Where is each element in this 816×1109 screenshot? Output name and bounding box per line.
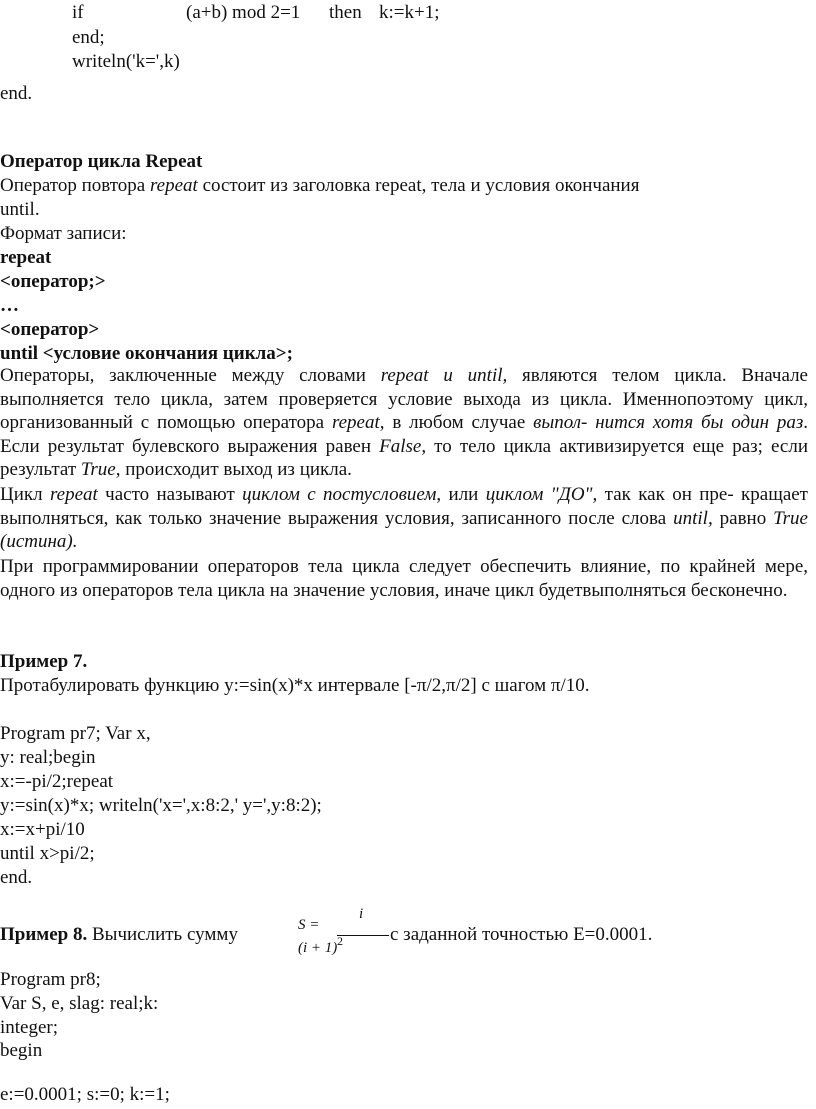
repeat-intro-until: until. xyxy=(0,199,40,220)
code-line: y:=sin(x)*x; writeln('x=',x:8:2,' y=',y:8:2); xyxy=(0,795,322,816)
syntax-line: … xyxy=(0,295,19,316)
example7-task: Протабулировать функцию y:=sin(x)*x интервале [-π/2,π/2] с шагом π/10. xyxy=(0,675,590,696)
syntax-line: <оператор> xyxy=(0,319,100,340)
code-line: x:=x+pi/10 xyxy=(0,819,85,840)
code-end-line: end; xyxy=(72,27,105,48)
formula-denominator: (i + 1) xyxy=(298,940,338,956)
format-label: Формат записи: xyxy=(0,223,127,244)
syntax-line: until <условие окончания цикла>; xyxy=(0,343,293,364)
syntax-line: <оператор;> xyxy=(0,271,106,292)
code-writeln-line: writeln('k=',k) xyxy=(72,51,180,72)
paragraph-infinite-loop: При программировании операторов тела цикла следует обеспечить влияние, по крайней мере, одного из операторов тела цикла на значение условия, иначе цикл будетвыполняться бесконечно. xyxy=(0,556,808,601)
code-line: x:=-pi/2;repeat xyxy=(0,771,114,792)
formula-fraction-bar xyxy=(337,935,389,936)
code-if-condition: (a+b) mod 2=1 xyxy=(186,2,301,23)
code-line: Var S, e, slag: real;k: xyxy=(0,993,159,1014)
formula-exponent: 2 xyxy=(337,934,343,948)
syntax-line: repeat xyxy=(0,247,52,268)
example8-task-accuracy: с заданной точностью E=0.0001. xyxy=(390,924,653,945)
code-line: y: real;begin xyxy=(0,747,96,768)
paragraph-postcondition: Цикл repeat часто называют циклом с постусловием, или циклом "ДО", так как он пре- кращает выполняться, как только значение выражения условия, записанного после слова until, равно True (истина). xyxy=(0,484,808,552)
code-line: integer; xyxy=(0,1017,59,1038)
code-line: end. xyxy=(0,867,33,888)
example7-heading: Пример 7. xyxy=(0,651,88,672)
formula-numerator: i xyxy=(359,906,364,922)
code-line: begin xyxy=(0,1040,43,1061)
repeat-intro: Оператор повтора repeat состоит из заголовка repeat, тела и условия окончания xyxy=(0,175,640,196)
repeat-heading: Оператор цикла Repeat xyxy=(0,151,203,172)
example8-task: Пример 8. Вычислить сумму xyxy=(0,924,238,945)
code-then-statement: k:=k+1; xyxy=(379,2,440,23)
code-if-keyword: if xyxy=(72,2,84,23)
code-line: e:=0.0001; s:=0; k:=1; xyxy=(0,1084,170,1105)
code-line: until x>pi/2; xyxy=(0,843,95,864)
code-line: Program pr7; Var x, xyxy=(0,723,151,744)
code-end-dot-line: end. xyxy=(0,83,33,104)
formula-lhs: S = xyxy=(298,917,320,933)
paragraph-loop-body: Операторы, заключенные между словами repeat и until, являются телом цикла. Вначале выполняется тело цикла, затем проверяется условие выхода из цикла. Именнопоэтому цикл, организованный с помощью оператора repeat, в любом случае выпол- нится хотя бы один раз. Если результат булевского выражения равен False, то тело цикла активизируется еще раз; если результат True, происходит выход из цикла. xyxy=(0,365,808,480)
code-line: Program pr8; xyxy=(0,969,101,990)
code-then-keyword: then xyxy=(329,2,362,23)
